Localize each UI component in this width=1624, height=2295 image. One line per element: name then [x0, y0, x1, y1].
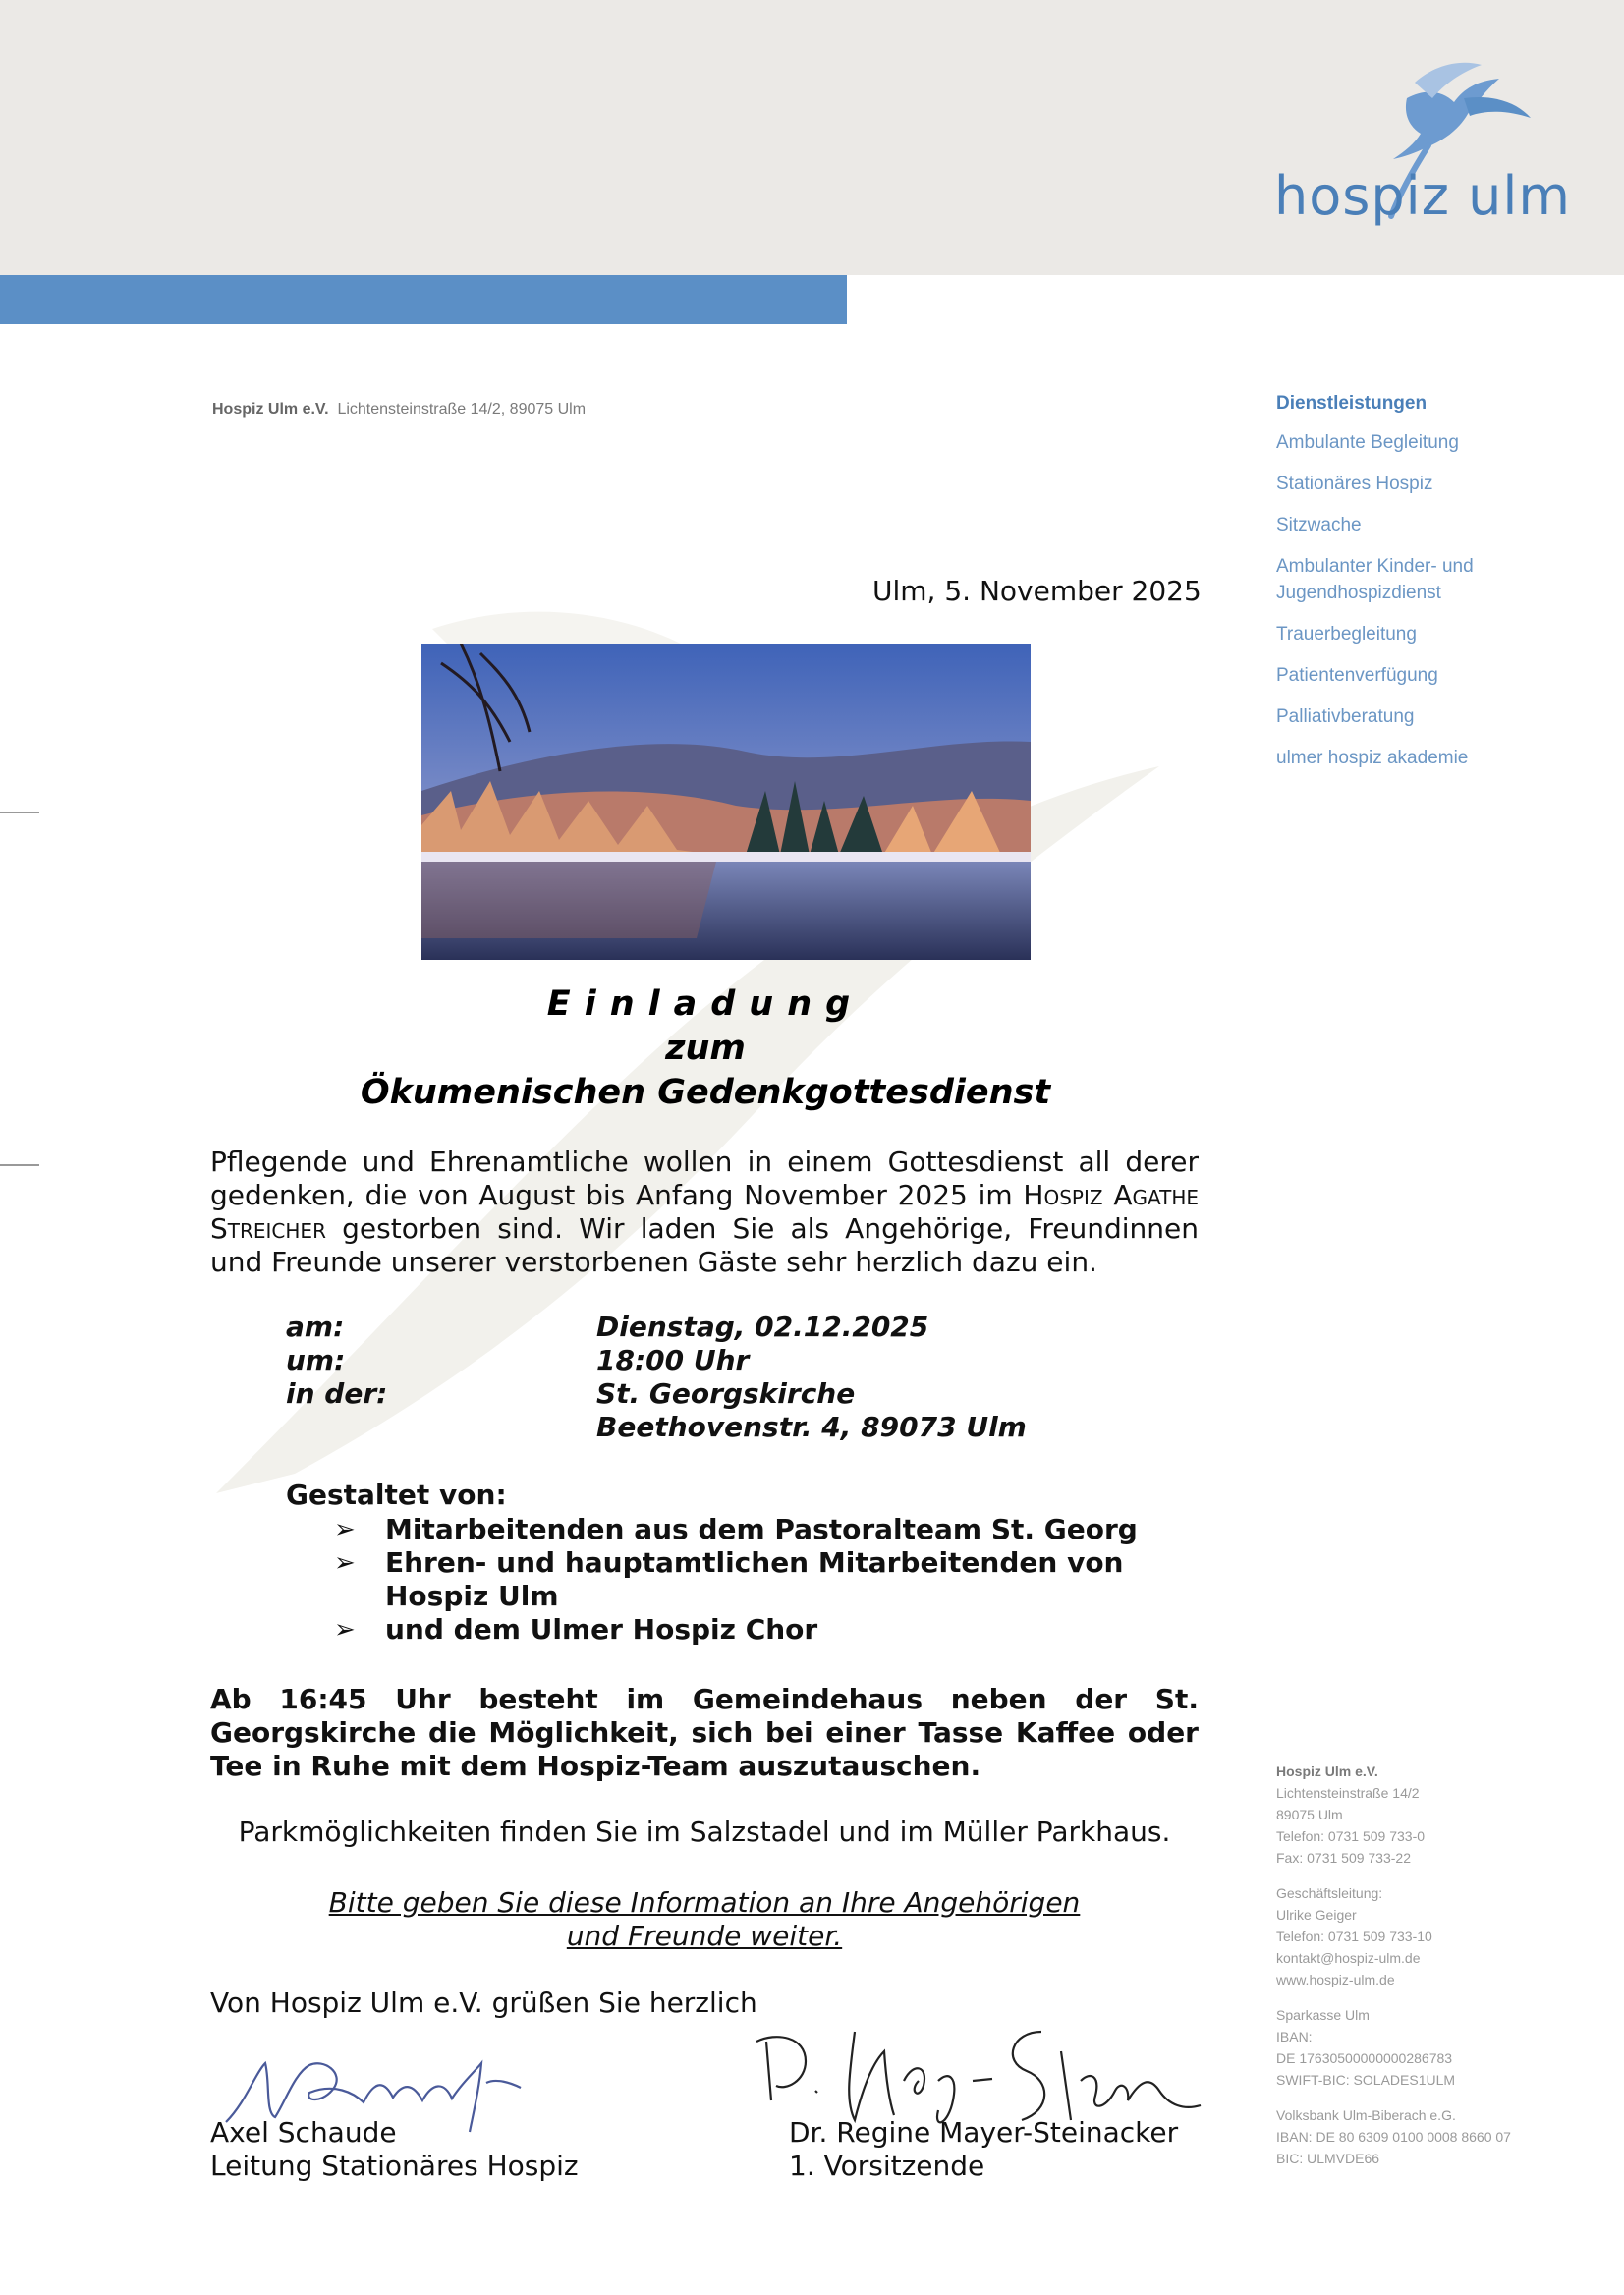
event-details — [286, 1311, 1027, 1444]
share-request — [210, 1886, 1199, 1953]
contributor-text: und dem Ulmer Hospiz Chor — [385, 1613, 818, 1646]
management-block — [1276, 1882, 1591, 1990]
sender-org: Hospiz Ulm e.V. — [212, 401, 329, 418]
contributor-text: Ehren- und hauptamtlichen Mitarbeitenden von Hospiz Ulm — [385, 1546, 1124, 1612]
detail-value: St. Georgskirche — [596, 1377, 856, 1410]
sender-address: Lichtensteinstraße 14/2, 89075 Ulm — [337, 401, 587, 418]
signer-name: Axel Schaude — [210, 2116, 397, 2149]
share-line: und Freunde weiter. — [566, 1920, 843, 1952]
service-item: Ambulante Begleitung — [1276, 432, 1459, 453]
services-sidebar — [1276, 393, 1591, 786]
title-gedenkgottesdienst: Ökumenischen Gedenkgottesdienst — [360, 1073, 1051, 1112]
detail-row — [286, 1411, 1027, 1444]
bank1-name: Sparkasse Ulm — [1276, 2007, 1370, 2023]
share-line: Bitte geben Sie diese Information an Ihre Angehörigen — [328, 1886, 1081, 1919]
footer-city: 89075 Ulm — [1276, 1807, 1343, 1822]
detail-label: um: — [286, 1344, 346, 1376]
service-item: Sitzwache — [1276, 515, 1362, 535]
intro-paragraph — [210, 1146, 1199, 1279]
detail-label: am: — [286, 1311, 345, 1343]
title-einladung: Einladung — [546, 984, 865, 1024]
mgmt-phone: Telefon: 0731 509 733-10 — [1276, 1929, 1432, 1944]
service-item: Trauerbegleitung — [1276, 624, 1417, 644]
footer-org: Hospiz Ulm e.V. — [1276, 1763, 1378, 1779]
footer-phone: Telefon: 0731 509 733-0 — [1276, 1828, 1426, 1844]
bank1-bic: SWIFT-BIC: SOLADES1ULM — [1276, 2072, 1456, 2088]
signer-mayer-steinacker — [789, 2116, 1178, 2183]
logo-text: hospiz ulm — [1274, 165, 1572, 227]
detail-row — [286, 1344, 1027, 1377]
contact-block — [1276, 1761, 1591, 2183]
bank1-block — [1276, 2004, 1591, 2091]
bank2-name: Volksbank Ulm-Biberach e.G. — [1276, 2107, 1456, 2123]
bank1-iban-label: IBAN: — [1276, 2029, 1313, 2044]
mgmt-name: Ulrike Geiger — [1276, 1907, 1357, 1923]
list-item — [334, 1546, 1179, 1613]
arrow-bullet-icon: ➢ — [334, 1515, 356, 1544]
hospiz-name: Hospiz Agathe Streicher — [210, 1179, 1200, 1245]
coffee-paragraph: Ab 16:45 Uhr besteht im Gemeindehaus neben der St. Georgskirche die Möglichkeit, sich bei einer Tasse Kaffee oder Tee in Ruhe mit dem Hospiz-Team auszutauschen. — [210, 1683, 1199, 1782]
bank2-block — [1276, 2104, 1591, 2169]
address-block — [1276, 1761, 1591, 1869]
title-zum: zum — [665, 1029, 746, 1068]
gestaltet-label: Gestaltet von: — [286, 1479, 507, 1511]
intro-text: Pflegende und Ehrenamtliche wollen in einem Gottesdienst all derer gedenken, die von August bis Anfang November 2025 im — [210, 1146, 1199, 1211]
service-item: ulmer hospiz akademie — [1276, 748, 1469, 768]
detail-row — [286, 1377, 1027, 1411]
service-item: Patientenverfügung — [1276, 665, 1438, 686]
signer-role: 1. Vorsitzende — [789, 2150, 985, 2182]
service-item: Stationäres Hospiz — [1276, 474, 1433, 494]
detail-value: 18:00 Uhr — [596, 1344, 750, 1376]
bank2-bic: BIC: ULMVDE66 — [1276, 2151, 1380, 2166]
footer-fax: Fax: 0731 509 733-22 — [1276, 1850, 1411, 1866]
footer-email: kontakt@hospiz-ulm.de — [1276, 1950, 1421, 1966]
contributor-list — [334, 1513, 1179, 1647]
invitation-title — [212, 982, 1199, 1115]
detail-value: Beethovenstr. 4, 89073 Ulm — [596, 1411, 1027, 1443]
list-item — [334, 1513, 1179, 1546]
arrow-bullet-icon: ➢ — [334, 1615, 356, 1645]
service-item: Palliativberatung — [1276, 706, 1415, 727]
list-item — [334, 1613, 1179, 1647]
service-item: Ambulanter Kinder- und Jugendhospizdienst — [1276, 556, 1474, 603]
fold-mark — [0, 812, 39, 813]
mgmt-label: Geschäftsleitung: — [1276, 1885, 1383, 1901]
signer-schaude — [210, 2116, 579, 2183]
signer-name: Dr. Regine Mayer-Steinacker — [789, 2116, 1179, 2149]
signer-role: Leitung Stationäres Hospiz — [210, 2150, 579, 2182]
detail-label — [286, 1411, 596, 1444]
header-accent-bar — [0, 275, 847, 324]
winter-lake-photo — [421, 644, 1031, 960]
greeting: Von Hospiz Ulm e.V. grüßen Sie herzlich — [210, 1987, 757, 2019]
sender-line — [212, 401, 586, 419]
bank1-iban: DE 17630500000000286783 — [1276, 2050, 1453, 2066]
services-title: Dienstleistungen — [1276, 393, 1428, 414]
detail-row — [286, 1311, 1027, 1344]
intro-text: gestorben sind. Wir laden Sie als Angehörige, Freundinnen und Freunde unserer verstorbenen Gäste sehr herzlich dazu ein. — [210, 1212, 1199, 1278]
fold-mark — [0, 1164, 39, 1166]
detail-value: Dienstag, 02.12.2025 — [596, 1311, 929, 1343]
arrow-bullet-icon: ➢ — [334, 1548, 356, 1578]
footer-web: www.hospiz-ulm.de — [1276, 1972, 1395, 1987]
bank2-iban: IBAN: DE 80 6309 0100 0008 8660 07 — [1276, 2129, 1511, 2145]
footer-street: Lichtensteinstraße 14/2 — [1276, 1785, 1420, 1801]
detail-label: in der: — [286, 1377, 388, 1410]
letter-date: Ulm, 5. November 2025 — [872, 575, 1202, 607]
parking-note: Parkmöglichkeiten finden Sie im Salzstadel und im Müller Parkhaus. — [238, 1816, 1171, 1848]
contributor-text: Mitarbeitenden aus dem Pastoralteam St. Georg — [385, 1513, 1138, 1545]
